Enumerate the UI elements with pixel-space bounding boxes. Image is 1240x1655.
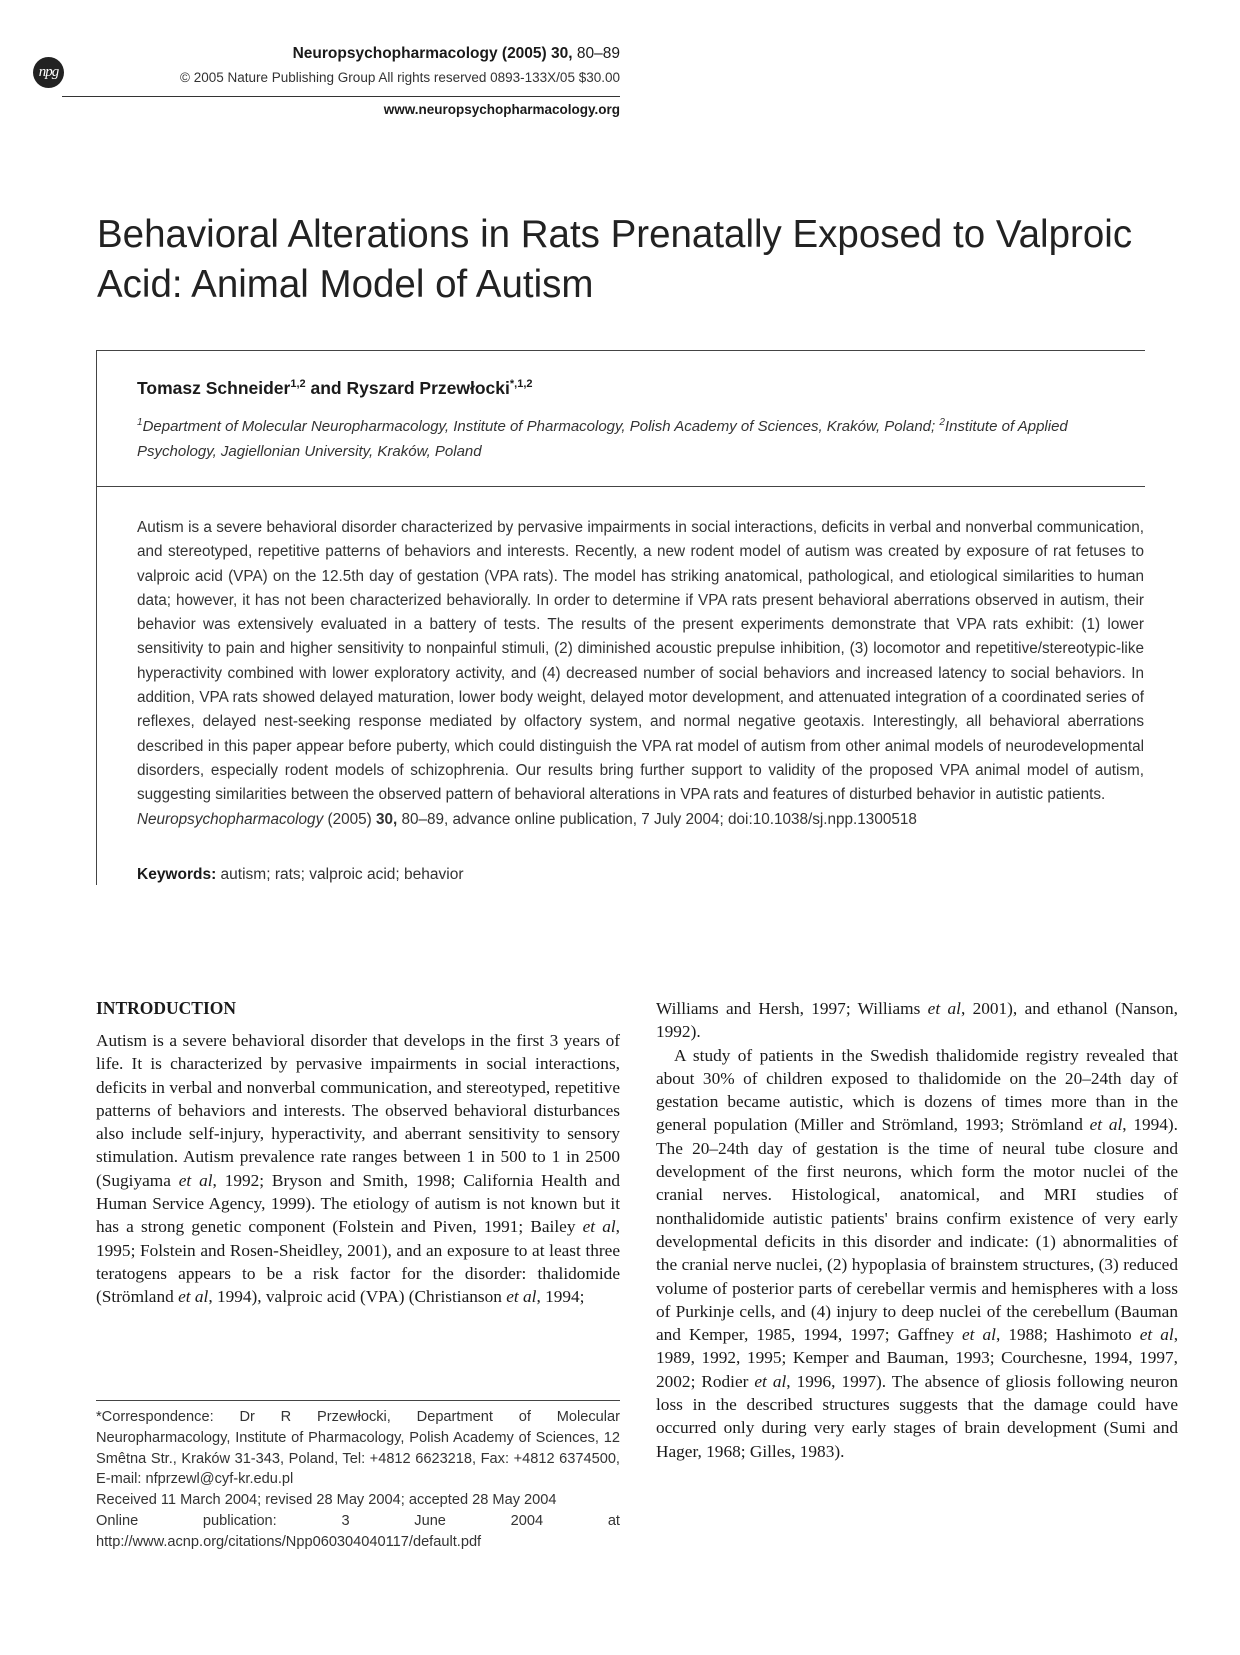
citation-journal: Neuropsychopharmacology [137, 810, 324, 828]
text-run: , 1992; Bryson and Smith, 1998; California Health and Human Service Agency, 1999). The etiology of autism is not known but it has a strong genetic component (Folstein and Piven, 1991; Bailey [96, 1170, 620, 1237]
text-run: et al [178, 1170, 213, 1190]
text-run: Williams and Hersh, 1997; Williams [656, 999, 928, 1018]
abstract-left-rule [96, 485, 97, 885]
keywords [137, 866, 464, 884]
received-dates: Received 11 March 2004; revised 28 May 2004; accepted 28 May 2004 [96, 1492, 557, 1509]
keywords-label: Keywords: [137, 866, 217, 883]
text-run: et al [506, 1287, 537, 1307]
section-heading: INTRODUCTION [96, 998, 237, 1018]
text-run: A study of patients in the Swedish thalidomide registry revealed that about 30% of children exposed to thalidomide on the 20–24th day of gestation became autistic, which is dozens of times more than in the general population (Miller and Strömland, 1993; Strömland [656, 1045, 1178, 1135]
intro-paragraph [96, 1029, 620, 1309]
affiliation-text: Department of Molecular Neuropharmacology, Institute of Pharmacology, Polish Academy of Sciences, Kraków, Poland; [142, 418, 940, 435]
text-run: , 1989, 1992, 1995; Kemper and Bauman, 1993; Courchesne, 1994, 1997, 2002; Rodier [656, 1325, 1179, 1391]
npg-logo: npg [33, 57, 64, 88]
citation-doi: 80–89, advance online publication, 7 July 2004; doi:10.1038/sj.npp.1300518 [397, 810, 917, 828]
body-column-left [96, 997, 620, 1309]
abstract [137, 516, 1144, 832]
citation-volume: 30, [375, 810, 398, 828]
author-name: Ryszard Przewłocki [346, 378, 510, 398]
text-run: et al [582, 1217, 616, 1237]
text-run: , 1994). The 20–24th day of gestation is the time of neural tube closure and development of the first neurons, which form the motor nuclei of the cranial nerves. Histological, anatomical, and MRI studies of nonthalidomide autistic patients' brains confirm existence of very early developmental deficits in this disorder and indicate: (1) abnormalities of the cranial nerve nuclei, (2) hypoplasia of brainstem structures, (3) reduced volume of posterior parts of cerebellar vermis and hemispheres with a loss of Purkinje cells, and (4) injury to deep nuclei of the cerebellum (Bauman and Kemper, 1985, 1994, 1997; Gaffney [656, 1115, 1179, 1345]
text-run: , 1994; [536, 1287, 585, 1307]
affil-marker: 2 [939, 417, 945, 428]
journal-citation [293, 45, 620, 63]
author-separator: and [305, 378, 347, 398]
text-run: et al [178, 1287, 209, 1307]
text-run: Autism is a severe behavioral disorder that develops in the first 3 years of life. It is characterized by pervasive impairments in social interactions, deficits in verbal and nonverbal communication, and stereotyped, repetitive patterns of behaviors and interests. The observed behavioral disturbances also include self-injury, hyperactivity, and aberrant sensitivity to sensory stimulation. Autism prevalence rate ranges between 1 in 500 to 1 in 2500 (Sugiyama [96, 1031, 620, 1190]
keywords-list: autism; rats; valproic acid; behavior [216, 866, 464, 883]
text-run: , 1996, 1997). The absence of gliosis following neuron loss in the described structures suggests that the damage could have occurred only during very early stages of brain development (Sumi and Hager, 1968; Gilles, 1983). [656, 1371, 1178, 1461]
journal-name-volume: Neuropsychopharmacology (2005) 30, [292, 45, 573, 62]
journal-pages: 80–89 [572, 45, 620, 62]
text-run: , 1994), valproic acid (VPA) (Christianson [208, 1287, 507, 1307]
intro-paragraph-continued [656, 997, 1178, 1044]
article-title: Behavioral Alterations in Rats Prenatally Exposed to Valproic Acid: Animal Model of Autism [97, 213, 1133, 306]
journal-website-link[interactable]: www.neuropsychopharmacology.org [383, 102, 620, 117]
citation-line [137, 811, 917, 828]
text-run: , 1988; Hashimoto [996, 1325, 1140, 1345]
text-run: , 1995; Folstein and Rosen-Sheidley, 2001), and an exposure to at least three teratogens appears to be a risk factor for the disorder: thalidomide (Strömland [96, 1217, 620, 1307]
text-run: et al [962, 1325, 996, 1345]
text-run: et al [754, 1371, 787, 1391]
abstract-text: Autism is a severe behavioral disorder characterized by pervasive impairments in social interactions, deficits in verbal and nonverbal communication, and stereotyped, repetitive patterns of behaviors and interests. Recently, a new rodent model of autism was created by exposure of rat fetuses to valproic acid (VPA) on the 12.5th day of gestation (VPA rats). The model has striking anatomical, pathological, and etiological similarities to human data; however, it has not been characterized behaviorally. In order to determine if VPA rats present behavioral aberrations observed in autism, their behavior was extensively evaluated in a battery of tests. The results of the present experiments demonstrate that VPA rats exhibit: (1) lower sensitivity to pain and higher sensitivity to nonpainful stimuli, (2) diminished acoustic prepulse inhibition, (3) locomotor and repetitive/stereotypic-like hyperactivity combined with lower exploratory activity, and (4) decreased number of social behaviors and increased latency to social behaviors. In addition, VPA rats showed delayed maturation, lower body weight, delayed motor development, and attenuated integration of a coordinated series of reflexes, delayed nest-seeking response mediated by olfactory system, and normal negative geotaxis. Interestingly, all behavioral aberrations described in this paper appear before puberty, which could distinguish the VPA rat model of autism from other animal models of neurodevelopmental disorders, especially rodent models of schizophrenia. Our results bring further support to validity of the proposed VPA animal model of autism, suggesting similarities between the observed pattern of behavioral alterations in VPA rats and features of disturbed behavior in autistic patients. [137, 519, 1144, 804]
author-affil-marker: *,1,2 [509, 378, 533, 391]
affiliations [137, 410, 1147, 464]
citation-year: (2005) [323, 810, 376, 828]
text-run: et al [927, 999, 961, 1018]
copyright-line: © 2005 Nature Publishing Group All rights reserved 0893-133X/05 $30.00 [180, 70, 620, 85]
text-run: , 2001), and ethanol (Nanson, 1992). [656, 999, 1178, 1042]
footnote-divider [96, 1400, 620, 1401]
text-run: et al [1139, 1325, 1174, 1345]
online-publication: Online publication: 3 June 2004 at http://www.acnp.org/citations/Npp060304040117/default.pdf [96, 1512, 620, 1550]
author-affil-marker: 1,2 [290, 378, 306, 391]
affiliation-text: Institute of Applied Psychology, Jagiellonian University, Kraków, Poland [137, 418, 1068, 460]
intro-paragraph [656, 1044, 1178, 1463]
author-name: Tomasz Schneider [137, 378, 291, 398]
affil-marker: 1 [137, 417, 143, 428]
author-list [137, 378, 533, 399]
header-divider [62, 96, 620, 97]
correspondence-footnote [96, 1407, 620, 1553]
correspondence-text: *Correspondence: Dr R Przewłocki, Department of Molecular Neuropharmacology, Institute of Pharmacology, Polish Academy of Sciences, 12 Smêtna Str., Kraków 31-343, Poland, Tel: +4812 6623218, Fax: +4812 6374500, E-mail: nfprzewl@cyf-kr.edu.pl [96, 1409, 620, 1488]
text-run: et al [1089, 1115, 1123, 1135]
body-column-right [656, 997, 1178, 1463]
